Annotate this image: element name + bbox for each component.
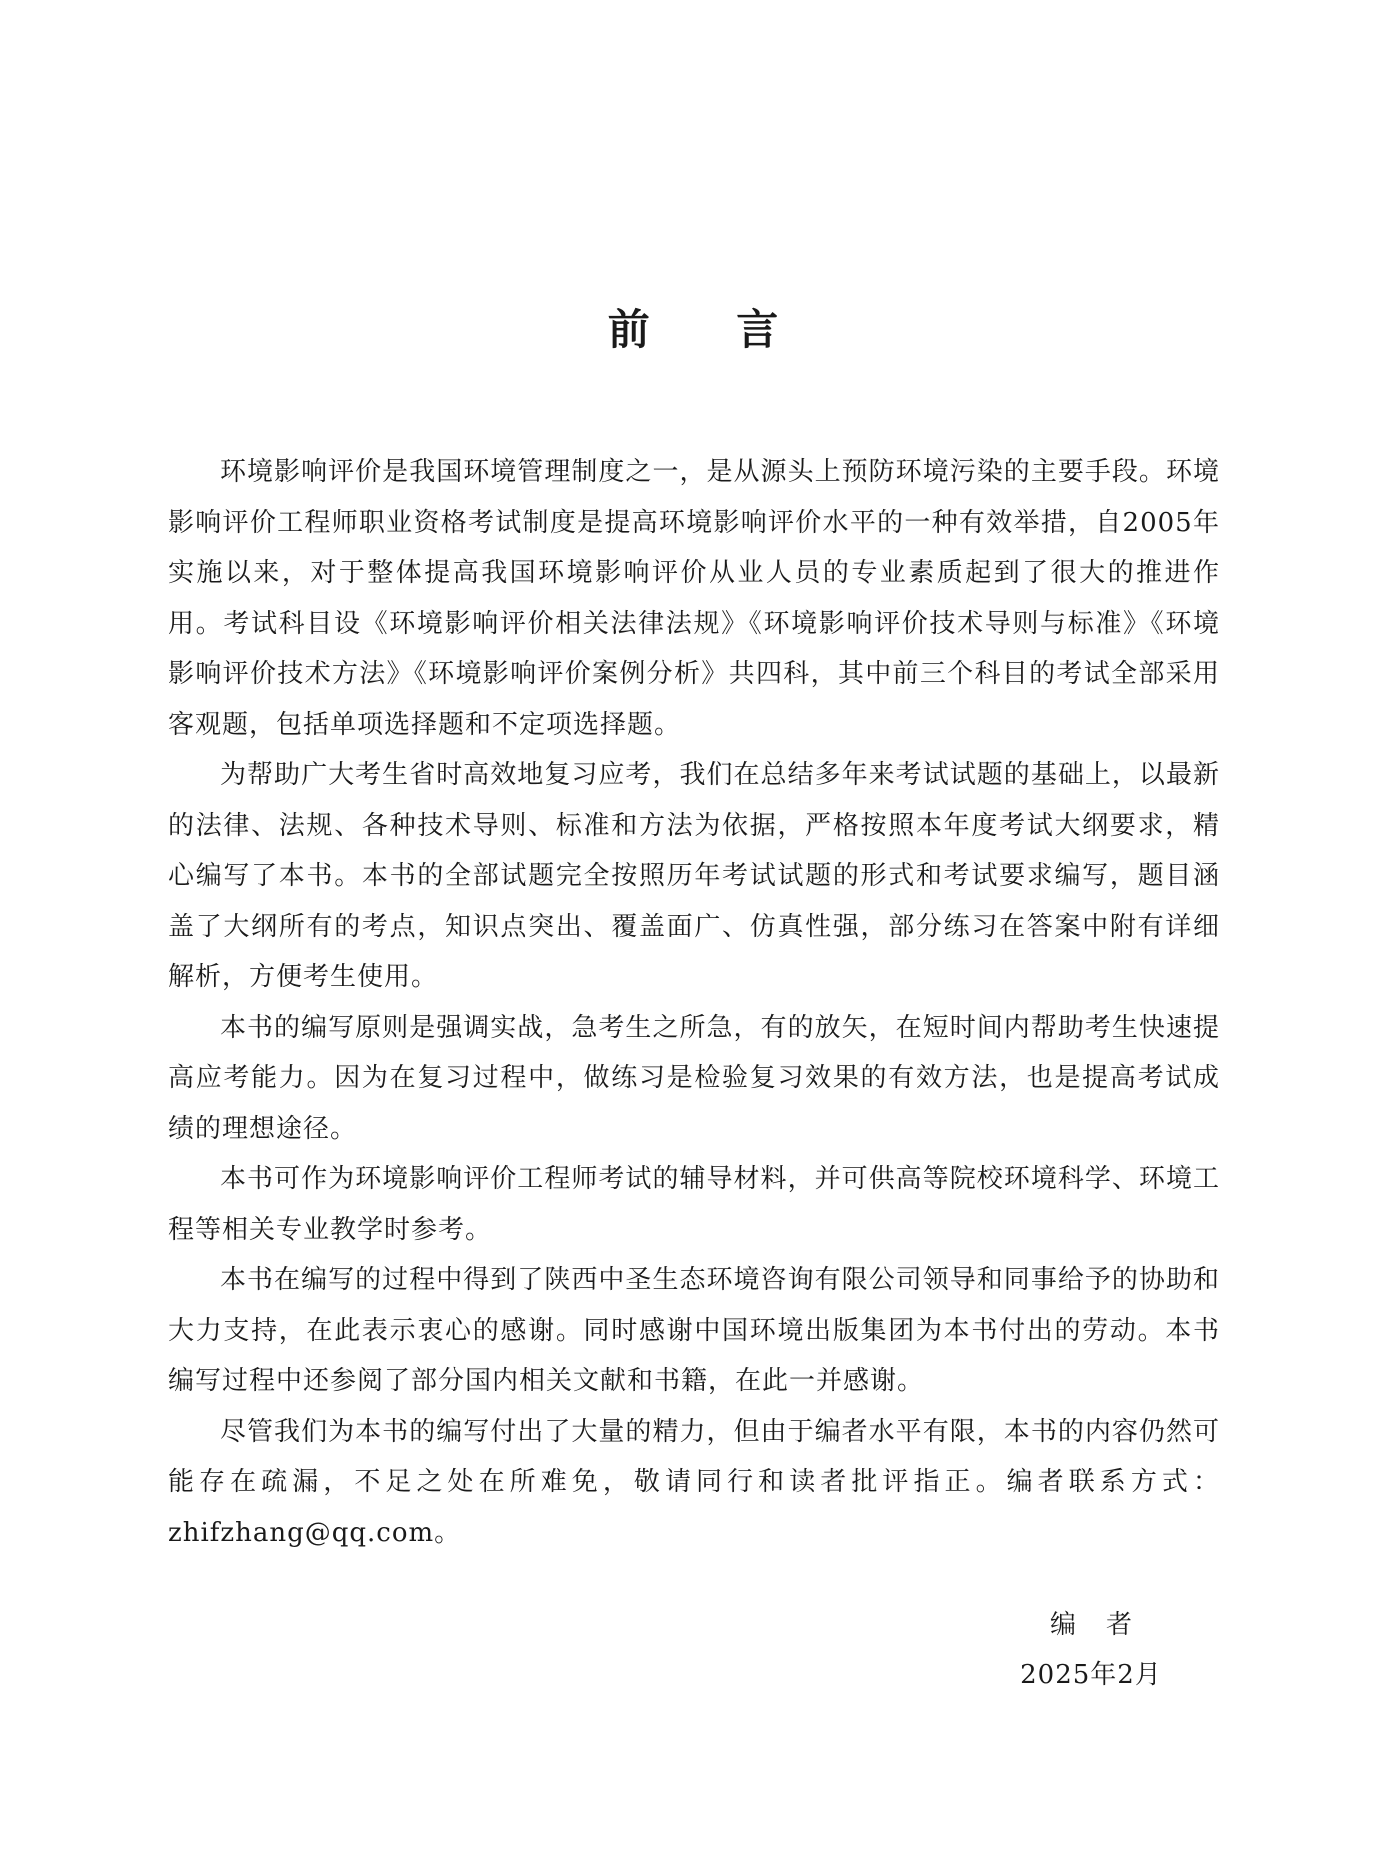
paragraph-4: 本书可作为环境影响评价工程师考试的辅导材料，并可供高等院校环境科学、环境工程等相关专业教学时参考。 <box>168 1164 1220 1245</box>
preface-body <box>168 447 1220 1558</box>
paragraph-5: 本书在编写的过程中得到了陕西中圣生态环境咨询有限公司领导和同事给予的协助和大力支持，在此表示衷心的感谢。同时感谢中国环境出版集团为本书付出的劳动。本书编写过程中还参阅了部分国内相关文献和书籍，在此一并感谢。 <box>168 1265 1220 1396</box>
page-title: 前 言 <box>607 305 815 354</box>
paragraph-6: 尽管我们为本书的编写付出了大量的精力，但由于编者水平有限，本书的内容仍然可能存在疏漏，不足之处在所难免，敬请同行和读者批评指正。编者联系方式：zhifzhang@qq.com。 <box>168 1416 1220 1548</box>
paragraph-3: 本书的编写原则是强调实战，急考生之所急，有的放矢，在短时间内帮助考生快速提高应考能力。因为在复习过程中，做练习是检验复习效果的有效方法，也是提高考试成绩的理想途径。 <box>168 1012 1220 1144</box>
signature-block <box>1020 1600 1162 1700</box>
signature-author: 编者 <box>1049 1610 1162 1640</box>
paragraph-1: 环境影响评价是我国环境管理制度之一，是从源头上预防环境污染的主要手段。环境影响评价工程师职业资格考试制度是提高环境影响评价水平的一种有效举措，自2005年实施以来，对于整体提高我国环境影响评价从业人员的专业素质起到了很大的推进作用。考试科目设《环境影响评价相关法律法规》《环境影响评价技术导则与标准》《环境影响评价技术方法》《环境影响评价案例分析》共四科，其中前三个科目的考试全部采用客观题，包括单项选择题和不定项选择题。 <box>168 457 1220 740</box>
signature-date: 2025年2月 <box>1020 1660 1162 1690</box>
paragraph-2: 为帮助广大考生省时高效地复习应考，我们在总结多年来考试试题的基础上，以最新的法律、法规、各种技术导则、标准和方法为依据，严格按照本年度考试大纲要求，精心编写了本书。本书的全部试题完全按照历年考试试题的形式和考试要求编写，题目涵盖了大纲所有的考点，知识点突出、覆盖面广、仿真性强，部分练习在答案中附有详细解析，方便考生使用。 <box>168 760 1220 992</box>
